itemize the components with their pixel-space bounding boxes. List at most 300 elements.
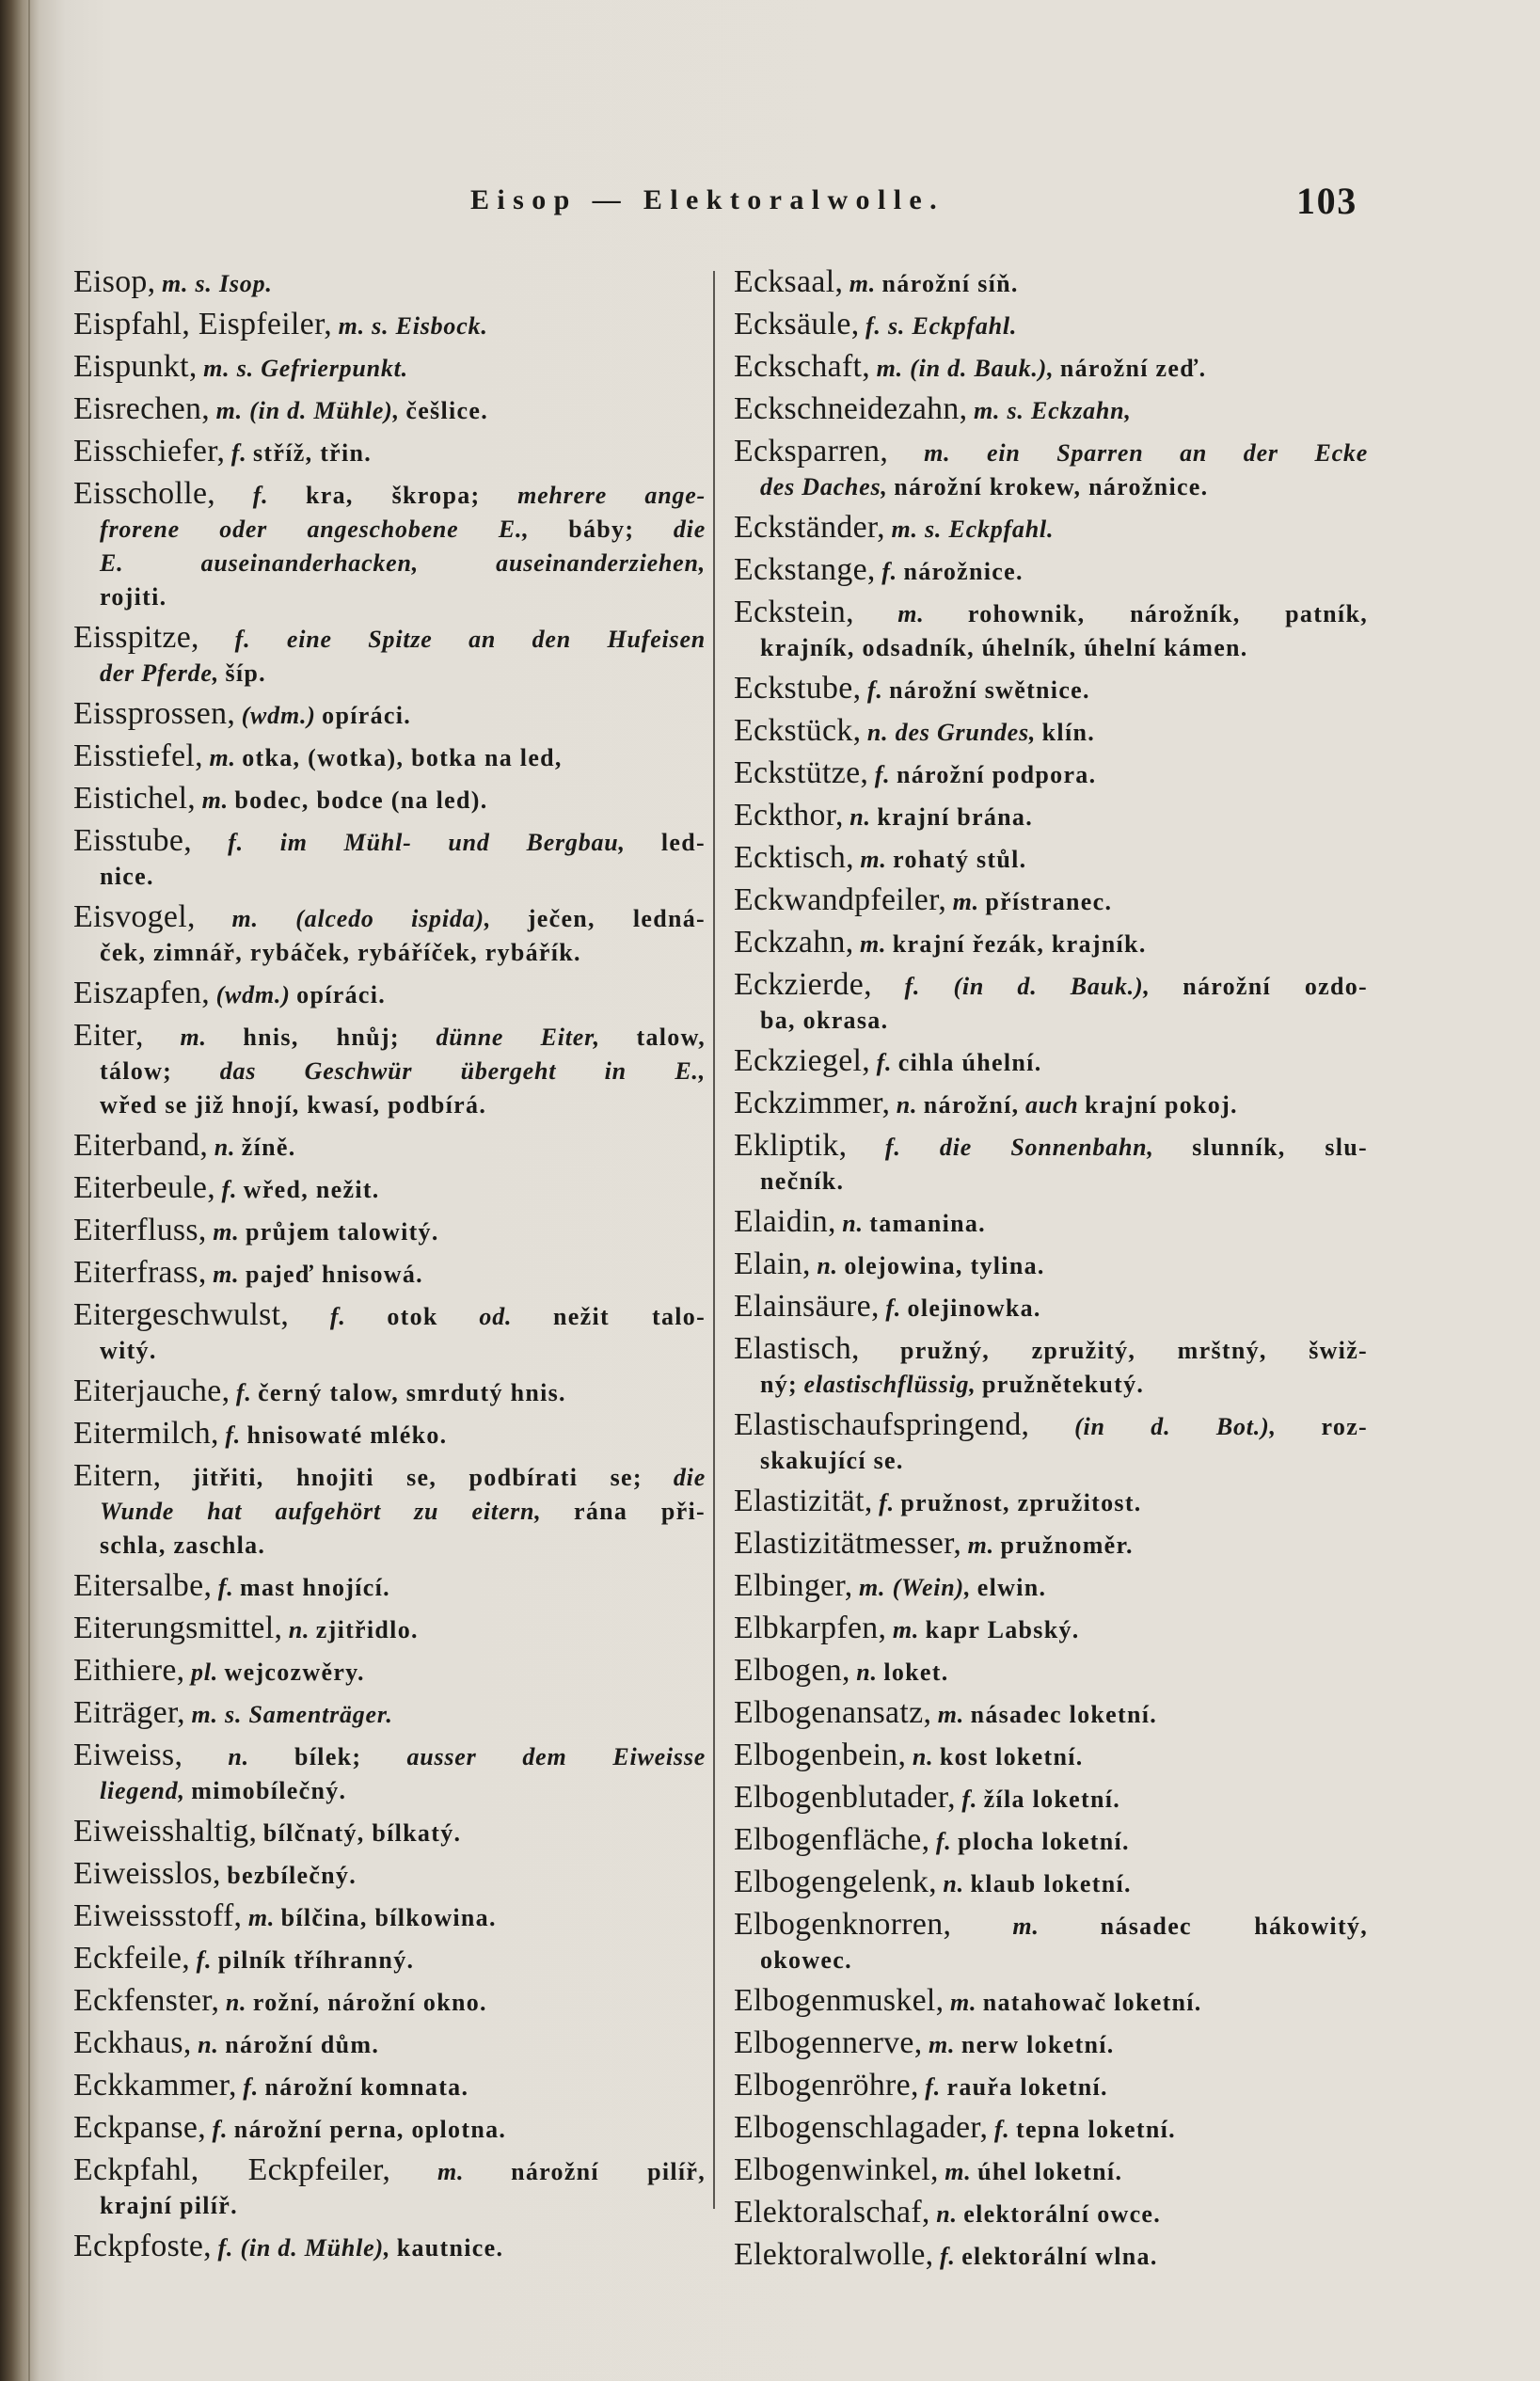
czech-definition: bílčina, bílkowina. [280,1904,497,1931]
entry-line [734,1865,1368,1901]
german-gloss: od. [479,1303,513,1330]
headword: Eissprossen, [73,696,236,731]
german-gloss: n. [214,1134,236,1161]
dictionary-entry [734,1247,1368,1283]
czech-definition: nežit talo- [553,1303,706,1330]
german-gloss: n. [228,1743,249,1770]
german-gloss: m. (in d. Bauk.), [876,355,1055,382]
german-gloss: f. [925,2073,941,2101]
czech-definition: ný; [760,1371,799,1398]
headword: Eistichel, [73,781,197,816]
german-gloss: n. [198,2031,219,2058]
czech-definition: pilník tříhranný. [217,1946,415,1974]
czech-definition: olejowina, tylina. [844,1252,1045,1279]
entry-line [734,2196,1368,2231]
entry-line [734,2153,1368,2189]
headword: Eiterband, [73,1128,209,1163]
czech-definition: nárožní, [923,1091,1020,1119]
headword: Eisscholle, [73,476,216,511]
dictionary-entry [73,392,706,428]
german-gloss: m. [929,2031,956,2058]
entry-line [734,1484,1368,1520]
entry-line [73,265,706,301]
german-gloss: m. [209,744,236,771]
entry-line [734,1611,1368,1647]
dictionary-entry [73,265,706,301]
czech-definition: nerw loketní. [961,2031,1115,2058]
czech-definition: průjem talowitý. [246,1218,439,1246]
czech-definition: tamanina. [869,1210,986,1237]
german-gloss: n. [943,1870,964,1897]
czech-definition: slunník, slu- [1192,1134,1368,1161]
dictionary-entry [734,1696,1368,1732]
entry-line [100,1088,706,1122]
czech-definition: nárožní ozdo- [1183,973,1369,1000]
dictionary-entry [73,1815,706,1850]
german-gloss: f. [217,1574,234,1601]
dictionary-entry [734,1908,1368,1977]
headword: Eiweissstoff, [73,1898,243,1933]
german-gloss: (wdm.) [215,981,291,1008]
entry-line [734,1129,1368,1165]
dictionary-entry [734,1527,1368,1563]
czech-definition: cihla úhelní. [897,1049,1042,1076]
entry-line [100,657,706,690]
headword: Eitermilch, [73,1416,219,1451]
german-gloss: die [673,1464,706,1491]
headword: Elbogenknorren, [734,1907,952,1942]
czech-definition: nice. [100,863,154,890]
dictionary-entry [734,1865,1368,1901]
dictionary-entry [73,1214,706,1249]
dictionary-entry [734,1569,1368,1605]
german-gloss: m. [949,1989,977,2016]
entry-line [100,936,706,970]
german-gloss: n. [288,1616,310,1643]
dictionary-entry [73,1899,706,1935]
dictionary-entry [734,1044,1368,1080]
german-gloss: f. [866,676,883,704]
headword: Elain, [734,1246,811,1281]
dictionary-entry [734,435,1368,504]
entry-line [734,350,1368,386]
dictionary-entry [73,1129,706,1165]
entry-line [734,1984,1368,2020]
headword: Elbogenschlagader, [734,2110,989,2145]
dictionary-entry [734,2238,1368,2274]
headword: Eitern, [73,1458,162,1493]
german-gloss: m. (in d. Mühle), [215,397,400,424]
german-gloss: f. s. Eckpfahl. [865,312,1018,340]
czech-definition: rožní, nárožní okno. [252,1989,487,2016]
entry-line [734,308,1368,343]
czech-definition: klaub loketní. [970,1870,1132,1897]
entry-line [734,968,1368,1004]
page-number: 103 [1296,180,1357,222]
german-gloss: E. auseinanderhacken, auseinanderziehen, [100,549,706,577]
german-gloss: m. [892,1616,920,1643]
czech-definition: wřed se již hnojí, kwasí, podbírá. [100,1091,487,1119]
german-gloss: m. [860,930,887,958]
german-gloss: (wdm.) [241,702,316,729]
headword: Elbkarpfen, [734,1611,887,1645]
dictionary-entry [73,477,706,614]
entry-line [734,2111,1368,2147]
entry-line [73,1171,706,1207]
headword: Elbogennerve, [734,2025,923,2060]
entry-line [734,435,1368,470]
entry-line [73,1984,706,2020]
entry-line [734,595,1368,631]
dictionary-entry [734,672,1368,707]
entry-line [734,1087,1368,1122]
entry-line [73,2153,706,2189]
headword: Eiterungsmittel, [73,1611,283,1645]
czech-definition: bodec, bodce (na led). [234,786,488,814]
entry-line [73,1611,706,1647]
headword: Eispunkt, [73,349,198,384]
headword: Ecksparren, [734,434,889,468]
german-gloss: der Pferde, [100,659,219,687]
entry-line [73,350,706,386]
german-gloss: m. [180,1024,207,1051]
german-gloss: auch [1024,1091,1079,1119]
german-gloss: m. s. Eckzahn, [973,397,1132,424]
headword: Elbogenwinkel, [734,2152,939,2187]
german-gloss: n. [849,803,871,831]
entry-line [73,1654,706,1690]
headword: Elastisch, [734,1331,860,1366]
entry-line [734,1290,1368,1325]
czech-definition: černý talow, smrdutý hnis. [258,1379,566,1406]
german-gloss: f. [885,1294,902,1322]
czech-definition: násadec hákowitý, [1100,1913,1368,1940]
czech-definition: krajník, odsadník, úhelník, úhelní kámen. [760,634,1248,661]
czech-definition: pružnětekutý. [982,1371,1145,1398]
entry-line [100,1055,706,1088]
headword: Eckfeile, [73,1941,191,1976]
czech-definition: pružnost, zpružitost. [900,1489,1142,1516]
german-gloss: f. [212,2116,229,2143]
czech-definition: pružnoměr. [1000,1532,1134,1559]
german-gloss: m. [897,600,925,627]
headword: Ecktisch, [734,840,854,875]
czech-definition: rojiti. [100,583,167,611]
german-gloss: mehrere ange- [517,482,706,509]
entry-line [734,392,1368,428]
entry-line [734,1205,1368,1241]
entry-line [73,1569,706,1605]
headword: Eckwandpfeiler, [734,882,947,917]
headword: Eiszapfen, [73,976,211,1010]
dictionary-entry [734,350,1368,386]
dictionary-entry [734,1332,1368,1402]
czech-definition: češlice. [405,397,489,424]
dictionary-entry [734,883,1368,919]
entry-line [73,392,706,428]
czech-definition: loket. [883,1659,949,1686]
german-gloss: n. [896,1091,918,1119]
czech-definition: nárožní krokew, nárožnice. [894,473,1209,500]
czech-definition: rauřa loketní. [946,2073,1108,2101]
entry-line [734,265,1368,301]
right-column [734,265,1368,2280]
czech-definition: nárožnice. [903,558,1024,585]
dictionary-entry [734,2026,1368,2062]
headword: Eckthor, [734,798,844,833]
dictionary-entry [73,1942,706,1977]
german-gloss: m. s. Eckpfahl. [891,516,1055,543]
czech-definition: ječen, ledná- [527,905,706,932]
german-gloss: f. [196,1946,213,1974]
czech-definition: jitřiti, hnojiti se, podbírati se; [192,1464,643,1491]
czech-definition: žíla loketní. [983,1786,1121,1813]
dictionary-entry [734,553,1368,589]
headword: Elastizitätmesser, [734,1526,962,1561]
headword: Eiterjauche, [73,1373,230,1408]
czech-definition: nárožní perna, oplotna. [233,2116,507,2143]
dictionary-entry [73,739,706,775]
german-gloss: f. [881,558,897,585]
czech-definition: nárožní dům. [225,2031,380,2058]
czech-definition: krajní pokoj. [1085,1091,1238,1119]
headword: Eckzimmer, [734,1086,891,1120]
headword: Eithiere, [73,1653,185,1688]
dictionary-entry [734,1205,1368,1241]
czech-definition: rohownik, nárožník, patník, [967,600,1369,627]
entry-line [73,697,706,733]
german-gloss: m. [849,270,877,297]
entry-line [73,1696,706,1732]
headword: Eckzierde, [734,967,872,1002]
headword: Eckstange, [734,552,876,587]
dictionary-entry [73,1256,706,1292]
german-gloss: frorene oder angeschobene E., [100,516,530,543]
entry-line [73,1129,706,1165]
headword: Elbogenblutader, [734,1780,956,1815]
headword: Eiweisslos, [73,1856,221,1891]
headword: Eitergeschwulst, [73,1297,290,1332]
german-gloss: f. [876,1049,893,1076]
german-gloss: das Geschwür übergeht in E., [219,1057,706,1085]
dictionary-entry [73,2026,706,2062]
entry-line [73,1459,706,1495]
czech-definition: elwin. [976,1574,1047,1601]
german-gloss: m. s. Isop. [161,270,273,297]
headword: Eisstube, [73,823,193,858]
entry-line [73,1417,706,1452]
czech-definition: nárožní swětnice. [889,676,1090,704]
german-gloss: n. des Grundes, [866,719,1037,746]
dictionary-entry [734,1408,1368,1478]
czech-definition: opíráci. [296,981,387,1008]
czech-definition: witý. [100,1337,157,1364]
dictionary-entry [734,1129,1368,1198]
german-gloss: f. [252,482,269,509]
dictionary-entry [734,265,1368,301]
entry-line [734,1908,1368,1944]
entry-line [73,739,706,775]
dictionary-entry [73,1298,706,1368]
german-gloss: ausser dem Eiweisse [406,1743,706,1770]
german-gloss: m. ein Sparren an der Ecke [924,439,1369,467]
czech-definition: úhel loketní. [977,2158,1123,2185]
headword: Eiter, [73,1018,144,1053]
dictionary-entry [734,1823,1368,1859]
entry-line [734,553,1368,589]
german-gloss: f. im Mühl- und Bergbau, [228,829,626,856]
headword: Eckziegel, [734,1043,871,1078]
entry-line [760,1368,1368,1402]
dictionary-entry [734,841,1368,877]
german-gloss: m. [201,786,229,814]
entry-line [100,2189,706,2223]
dictionary-entry [73,2230,706,2265]
dictionary-entry [73,824,706,894]
dictionary-entry [73,1857,706,1893]
german-gloss: f. [935,1828,952,1855]
entry-line [73,2069,706,2104]
entry-line [734,841,1368,877]
german-gloss: m. s. Gefrierpunkt. [203,355,408,382]
german-gloss: m. (Wein), [859,1574,972,1601]
dictionary-entry [73,435,706,470]
dictionary-entry [734,392,1368,428]
entry-line [73,900,706,936]
german-gloss: m. [1012,1913,1040,1940]
entry-line [734,1738,1368,1774]
german-gloss: f. [221,1176,238,1203]
dictionary-entry [734,1738,1368,1774]
entry-line [100,1529,706,1563]
german-gloss: f. [879,1489,895,1516]
headword: Elbogenröhre, [734,2068,919,2103]
headword: Eckstein, [734,595,854,629]
dictionary-entry [73,1171,706,1207]
entry-line [73,1738,706,1774]
czech-definition: led- [660,829,706,856]
entry-line [73,308,706,343]
german-gloss: die [673,516,706,543]
entry-line [734,756,1368,792]
german-gloss: f. [961,1786,978,1813]
czech-definition: kapr Labský. [925,1616,1080,1643]
czech-definition: natahowač loketní. [982,1989,1202,2016]
czech-definition: okowec. [760,1946,852,1974]
headword: Eckhaus, [73,2025,192,2060]
headword: Eisspitze, [73,620,199,655]
german-gloss: n. [856,1659,878,1686]
entry-line [100,580,706,614]
dictionary-entry [73,2111,706,2147]
dictionary-entry [734,511,1368,547]
czech-definition: talow, [636,1024,706,1051]
czech-definition: nečník. [760,1167,845,1195]
dictionary-entry [734,1484,1368,1520]
entry-line [760,1444,1368,1478]
headword: Eispfahl, Eispfeiler, [73,307,333,341]
entry-line [73,621,706,657]
entry-line [760,470,1368,504]
running-title: Eisop — Elektoralwolle. [470,184,945,215]
czech-definition: bílek; [294,1743,362,1770]
dictionary-entry [73,782,706,817]
dictionary-entry [73,350,706,386]
headword: Eiterfrass, [73,1255,207,1290]
headword: Eiträger, [73,1695,185,1730]
german-gloss: m. s. Eisbock. [338,312,488,340]
headword: Elbogen, [734,1653,850,1688]
czech-definition: hnis, hnůj; [243,1024,400,1051]
dictionary-entry [734,1611,1368,1647]
czech-definition: ba, okrasa. [760,1007,889,1034]
entry-line [734,1823,1368,1859]
entry-line [73,824,706,860]
entry-line [734,1696,1368,1732]
dictionary-entry [73,1459,706,1563]
column-rule [713,271,715,2209]
entry-line [734,1408,1368,1444]
czech-definition: elektorální owce. [963,2200,1162,2228]
headword: Eisstiefel, [73,738,203,773]
dictionary-entry [73,1611,706,1647]
czech-definition: hnisowaté mléko. [246,1421,448,1449]
czech-definition: krajní brána. [877,803,1034,831]
czech-definition: roz- [1321,1413,1369,1440]
entry-line [734,1781,1368,1817]
german-gloss: f. [230,439,247,467]
headword: Eckpanse, [73,2110,206,2145]
headword: Eiterbeule, [73,1170,216,1205]
headword: Elbinger, [734,1568,853,1603]
headword: Ecksäule, [734,307,860,341]
entry-line [73,2111,706,2147]
german-gloss: n. [225,1989,247,2016]
entry-line [734,1044,1368,1080]
entry-line [760,1004,1368,1038]
czech-definition: přístranec. [985,888,1113,915]
german-gloss: f. [939,2243,956,2270]
german-gloss: liegend, [100,1777,185,1804]
headword: Eisvogel, [73,899,196,934]
dictionary-entry [734,756,1368,792]
entry-line [73,976,706,1012]
headword: Eisop, [73,264,156,299]
headword: Eckfenster, [73,1983,220,2018]
dictionary-entry [734,2111,1368,2147]
headword: Eckstück, [734,713,862,748]
entry-line [100,1495,706,1529]
czech-definition: žíně. [241,1134,296,1161]
entry-line [73,1256,706,1292]
dictionary-entry [73,976,706,1012]
entry-line [734,511,1368,547]
entry-line [100,513,706,547]
entry-line [734,2026,1368,2062]
czech-definition: nárožní komnata. [264,2073,469,2101]
dictionary-entry [734,799,1368,834]
headword: Eckschaft, [734,349,871,384]
headword: Elastischaufspringend, [734,1407,1030,1442]
entry-line [734,1569,1368,1605]
headword: Eitersalbe, [73,1568,213,1603]
czech-definition: wejcozwěry. [224,1659,365,1686]
dictionary-entry [73,1019,706,1122]
headword: Elbogenfläche, [734,1822,930,1857]
german-gloss: n. [912,1743,934,1770]
czech-definition: bezbílečný. [227,1862,357,1889]
german-gloss: des Daches, [760,473,888,500]
